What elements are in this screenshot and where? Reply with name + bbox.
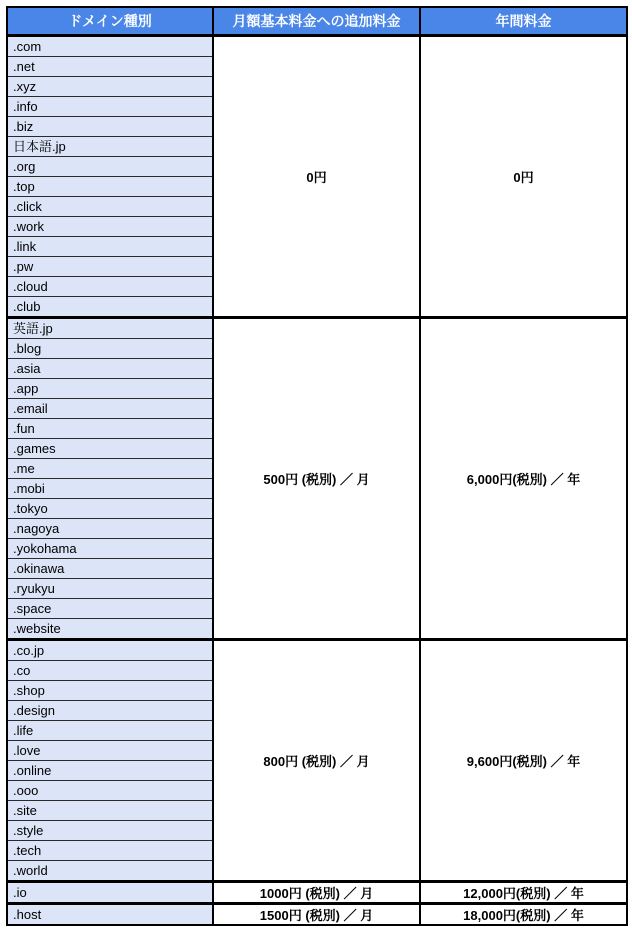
- domain-cell: .blog: [7, 338, 213, 358]
- domain-cell: .net: [7, 56, 213, 76]
- column-header-annual-fee: 年間料金: [420, 7, 627, 35]
- domain-cell: .yokohama: [7, 538, 213, 558]
- monthly-price-cell: 500円 (税別) ／ 月: [213, 317, 420, 639]
- domain-cell: .nagoya: [7, 518, 213, 538]
- domain-cell: .tokyo: [7, 498, 213, 518]
- table-row: [7, 317, 627, 338]
- column-header-monthly-surcharge: 月額基本料金への追加料金: [213, 7, 420, 35]
- yearly-price-cell: 6,000円(税別) ／ 年: [420, 317, 627, 639]
- table-body: [7, 35, 627, 925]
- domain-cell: .mobi: [7, 478, 213, 498]
- table-row: [7, 35, 627, 56]
- yearly-price-cell: 0円: [420, 35, 627, 317]
- domain-cell: .app: [7, 378, 213, 398]
- domain-cell: .host: [7, 903, 213, 925]
- domain-cell: .info: [7, 96, 213, 116]
- domain-cell: .me: [7, 458, 213, 478]
- domain-cell: .asia: [7, 358, 213, 378]
- domain-cell: .xyz: [7, 76, 213, 96]
- domain-cell: .co: [7, 660, 213, 680]
- column-header-domain-type: ドメイン種別: [7, 7, 213, 35]
- domain-cell: .link: [7, 236, 213, 256]
- domain-cell: .ryukyu: [7, 578, 213, 598]
- domain-cell: .world: [7, 860, 213, 881]
- domain-cell: .tech: [7, 840, 213, 860]
- domain-cell: .com: [7, 35, 213, 56]
- domain-cell: .fun: [7, 418, 213, 438]
- monthly-price-cell: 1500円 (税別) ／ 月: [213, 903, 420, 925]
- domain-cell: .ooo: [7, 780, 213, 800]
- monthly-price-cell: 800円 (税別) ／ 月: [213, 639, 420, 881]
- domain-cell: .site: [7, 800, 213, 820]
- domain-cell: .club: [7, 296, 213, 317]
- domain-cell: .style: [7, 820, 213, 840]
- monthly-price-cell: 0円: [213, 35, 420, 317]
- domain-cell: .shop: [7, 680, 213, 700]
- domain-cell: .cloud: [7, 276, 213, 296]
- monthly-price-cell: 1000円 (税別) ／ 月: [213, 881, 420, 903]
- yearly-price-cell: 18,000円(税別) ／ 年: [420, 903, 627, 925]
- domain-cell: .biz: [7, 116, 213, 136]
- domain-cell: .click: [7, 196, 213, 216]
- domain-cell: 英語.jp: [7, 317, 213, 338]
- domain-cell: .games: [7, 438, 213, 458]
- table-row: [7, 639, 627, 660]
- domain-cell: .email: [7, 398, 213, 418]
- yearly-price-cell: 12,000円(税別) ／ 年: [420, 881, 627, 903]
- table-row: [7, 903, 627, 925]
- domain-cell: .pw: [7, 256, 213, 276]
- domain-cell: .work: [7, 216, 213, 236]
- domain-cell: .love: [7, 740, 213, 760]
- domain-cell: .co.jp: [7, 639, 213, 660]
- header-row: [7, 7, 627, 35]
- domain-cell: .okinawa: [7, 558, 213, 578]
- domain-cell: .org: [7, 156, 213, 176]
- table-row: [7, 881, 627, 903]
- domain-cell: .design: [7, 700, 213, 720]
- domain-cell: .space: [7, 598, 213, 618]
- domain-cell: .life: [7, 720, 213, 740]
- domain-cell: 日本語.jp: [7, 136, 213, 156]
- domain-cell: .top: [7, 176, 213, 196]
- domain-cell: .website: [7, 618, 213, 639]
- domain-cell: .online: [7, 760, 213, 780]
- domain-pricing-table: [6, 6, 628, 926]
- yearly-price-cell: 9,600円(税別) ／ 年: [420, 639, 627, 881]
- domain-cell: .io: [7, 881, 213, 903]
